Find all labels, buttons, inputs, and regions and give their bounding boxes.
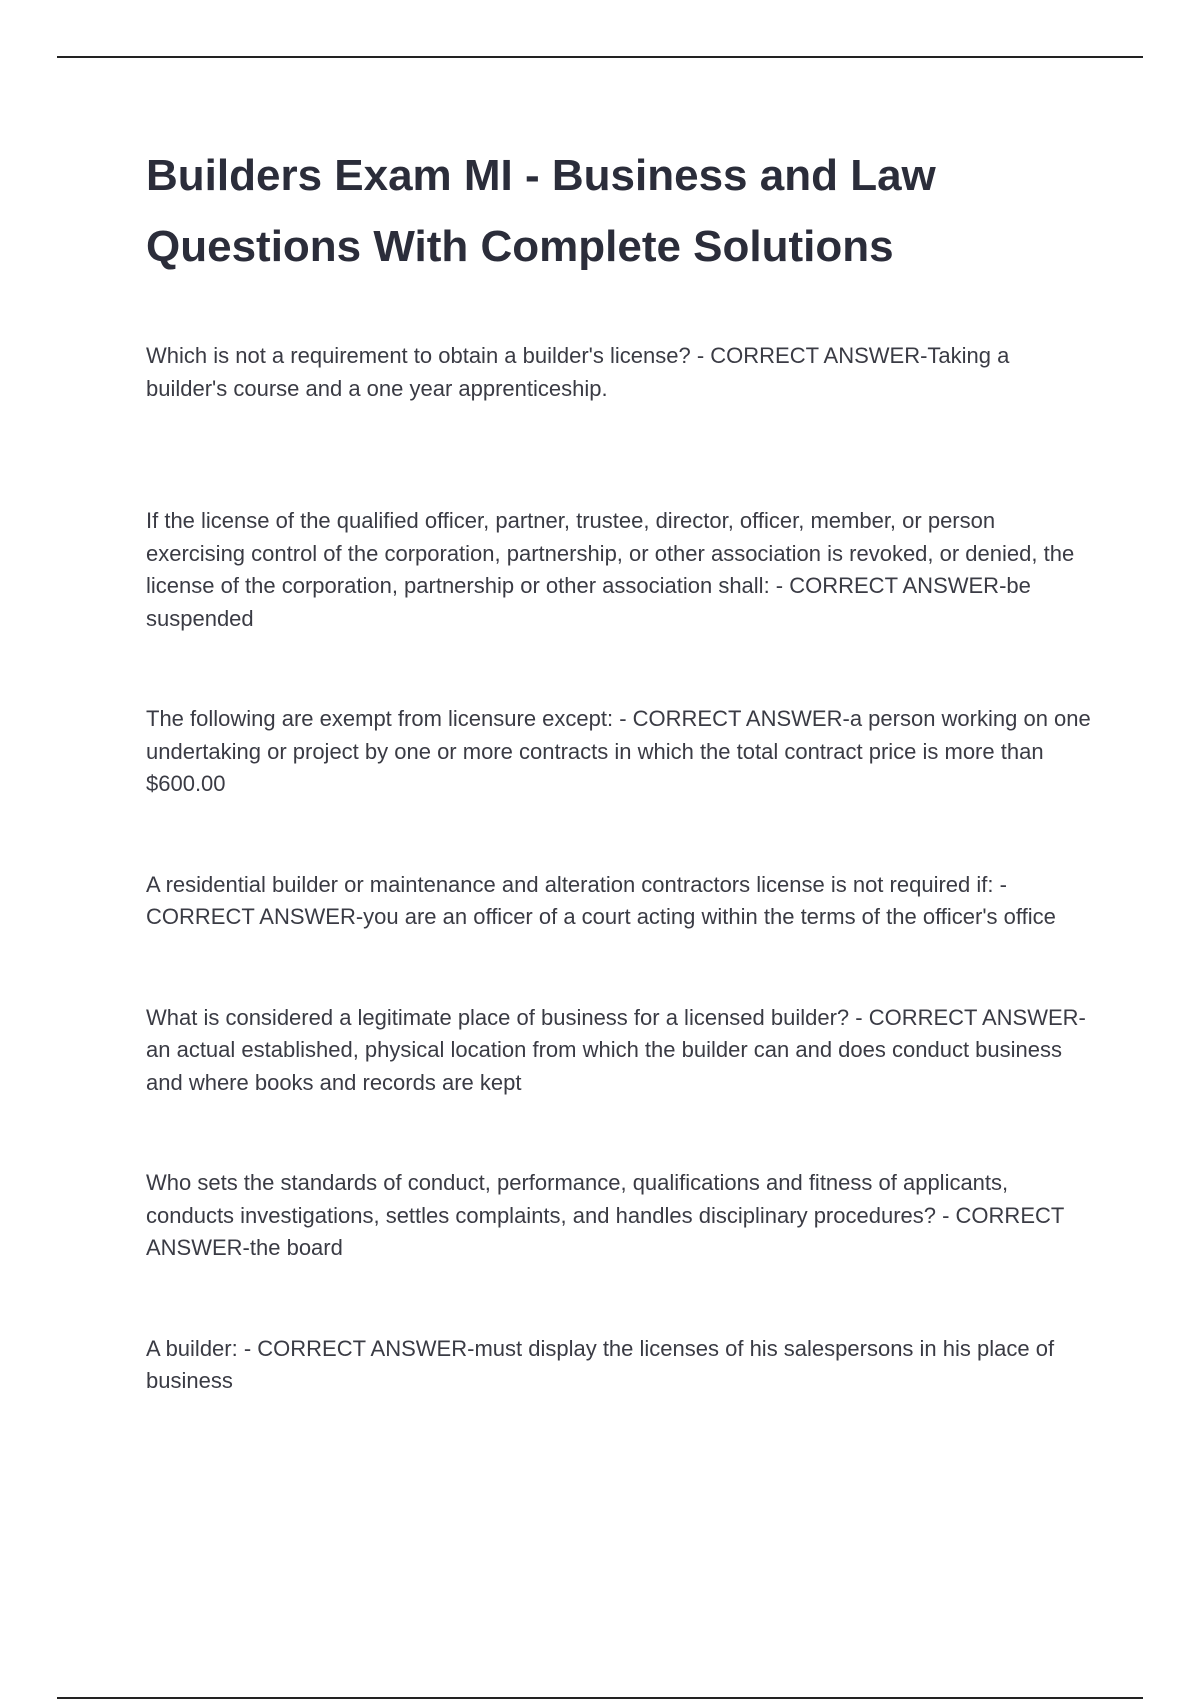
top-rule [57, 56, 1143, 58]
bottom-rule [57, 1697, 1143, 1699]
qa-item-2: If the license of the qualified officer, partner, trustee, director, officer, member, or person exercising control of the corporation, partnership, or other association is revoked, or denied, the license of the corporation, partnership or other association shall: - CORRECT ANSWER-be suspended [146, 508, 1075, 631]
qa-list [146, 340, 1096, 1398]
document-body [146, 140, 1096, 1498]
qa-item-7: A builder: - CORRECT ANSWER-must display the licenses of his salespersons in his place of business [146, 1335, 1055, 1393]
qa-item-4: A residential builder or maintenance and alteration contractors license is not required if: - CORRECT ANSWER-you are an officer of a court acting within the terms of the officer's office [146, 871, 1056, 929]
document-title: Builders Exam MI - Business and Law Questions With Complete Solutions [146, 151, 936, 271]
qa-item-6: Who sets the standards of conduct, performance, qualifications and fitness of applicants, conducts investigations, settles complaints, and handles disciplinary procedures? - CORRECT ANSWER-the board [146, 1170, 1064, 1260]
qa-item-5: What is considered a legitimate place of business for a licensed builder? - CORRECT ANSWER-an actual established, physical location from which the builder can and does conduct business and where books and records are kept [146, 1004, 1086, 1095]
qa-item-1: Which is not a requirement to obtain a builder's license? - CORRECT ANSWER-Taking a builder's course and a one year apprenticeship. [146, 343, 1010, 401]
qa-item-3: The following are exempt from licensure except: - CORRECT ANSWER-a person working on one undertaking or project by one or more contracts in which the total contract price is more than $600.00 [146, 706, 1091, 796]
